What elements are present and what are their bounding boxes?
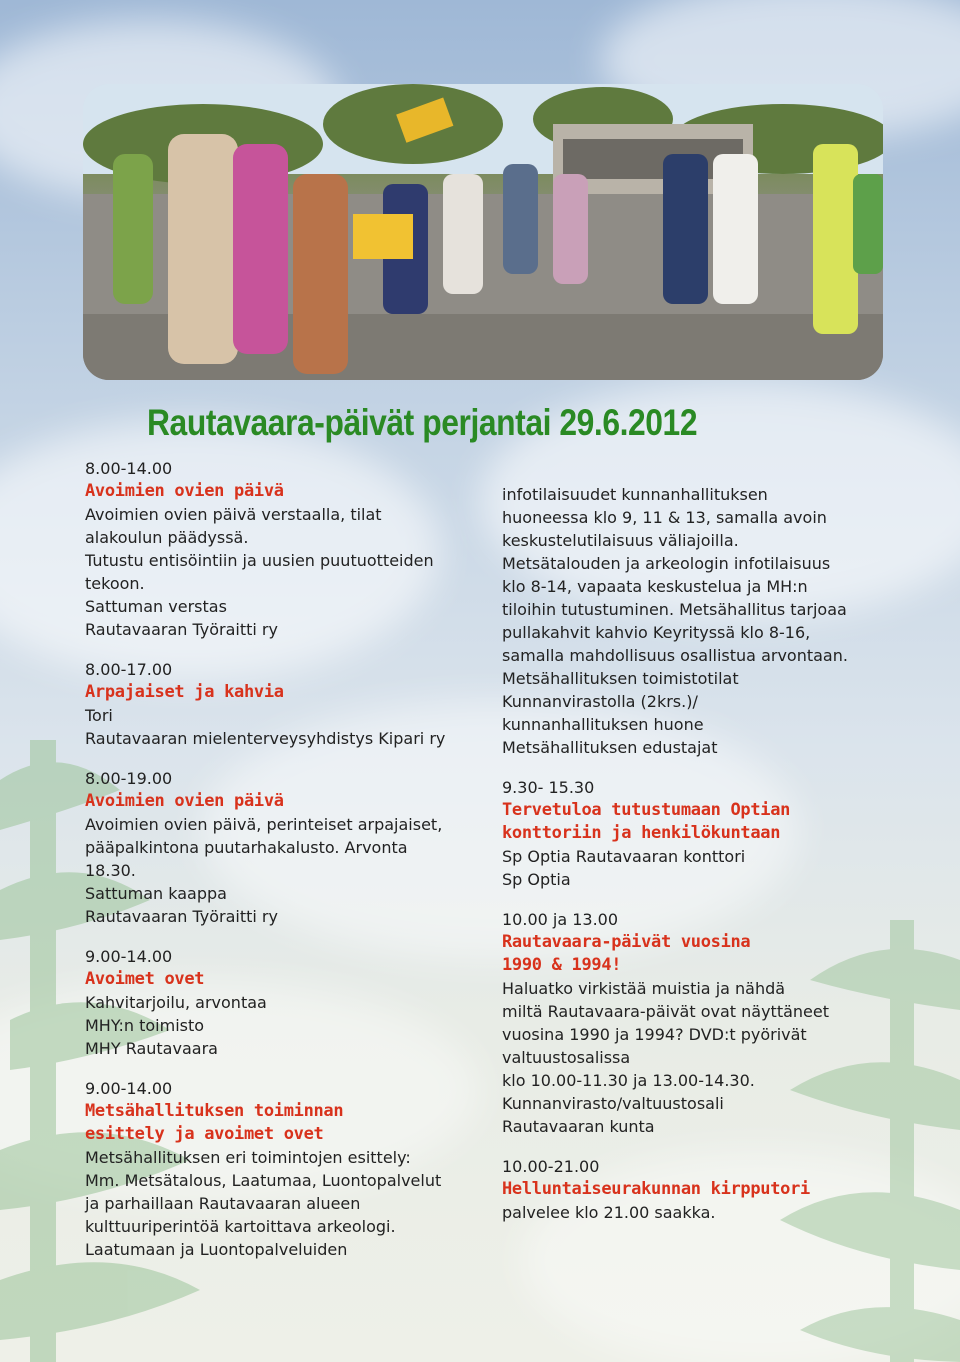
event-heading: Metsähallituksen toiminnan: [85, 1101, 344, 1121]
event-crowd-photo: [83, 84, 883, 380]
page-title: Rautavaara-päivät perjantai 29.6.2012: [147, 402, 698, 443]
event-detail: Haluatko virkistää muistia ja nähdä: [502, 979, 786, 998]
left-column: [85, 457, 480, 1278]
event-heading: esittely ja avoimet ovet: [85, 1124, 324, 1144]
event-heading: Avoimien ovien päivä: [85, 791, 284, 811]
event-detail: 18.30.: [85, 861, 136, 880]
event-detail: huoneessa klo 9, 11 & 13, samalla avoin: [502, 508, 827, 527]
event-heading: Tervetuloa tutustumaan Optian: [502, 800, 791, 820]
event-detail: Sattuman kaappa: [85, 884, 227, 903]
event-time: 10.00-21.00: [502, 1157, 600, 1176]
event-detail: Rautavaaran kunta: [502, 1117, 655, 1136]
event-heading: 1990 & 1994!: [502, 955, 622, 975]
event-detail: Sp Optia Rautavaaran konttori: [502, 847, 746, 866]
event-detail: Sp Optia: [502, 870, 571, 889]
event-detail: Laatumaan ja Luontopalveluiden: [85, 1240, 348, 1259]
event-block: [502, 1155, 922, 1224]
event-time: 8.00-19.00: [85, 769, 173, 788]
event-detail: Metsätalouden ja arkeologin infotilaisuus: [502, 554, 831, 573]
event-detail: Metsähallituksen edustajat: [502, 738, 718, 757]
event-detail: keskustelutilaisuus väliajoilla.: [502, 531, 739, 550]
event-block: [502, 483, 922, 759]
event-detail: tiloihin tutustuminen. Metsähallitus tarjoaa: [502, 600, 847, 619]
event-detail: Tori: [85, 706, 113, 725]
event-heading: Rautavaara-päivät vuosina: [502, 932, 751, 952]
event-block: [85, 1077, 480, 1261]
event-detail: Kunnanvirastolla (2krs.)/: [502, 692, 698, 711]
event-detail: valtuustosalissa: [502, 1048, 631, 1067]
event-heading: Avoimet ovet: [85, 969, 205, 989]
event-heading: Arpajaiset ja kahvia: [85, 682, 284, 702]
event-detail: tekoon.: [85, 574, 145, 593]
event-block: [85, 658, 480, 750]
event-detail: MHY:n toimisto: [85, 1016, 205, 1035]
event-detail: Metsähallituksen eri toimintojen esittely:: [85, 1148, 411, 1167]
event-detail: Sattuman verstas: [85, 597, 227, 616]
event-detail: Kahvitarjoilu, arvontaa: [85, 993, 267, 1012]
event-detail: Kunnanvirasto/valtuustosali: [502, 1094, 724, 1113]
event-detail: pullakahvit kahvio Keyrityssä klo 8-16,: [502, 623, 811, 642]
event-heading: konttoriin ja henkilökuntaan: [502, 823, 781, 843]
event-detail: Mm. Metsätalous, Laatumaa, Luontopalvelut: [85, 1171, 442, 1190]
event-detail: Avoimien ovien päivä, perinteiset arpajaiset,: [85, 815, 443, 834]
event-detail: klo 8-14, vapaata keskustelua ja MH:n: [502, 577, 808, 596]
event-detail: vuosina 1990 ja 1994? DVD:t pyörivät: [502, 1025, 807, 1044]
event-block: [85, 767, 480, 928]
event-heading: Avoimien ovien päivä: [85, 481, 284, 501]
event-detail: pääpalkintona puutarhakalusto. Arvonta: [85, 838, 408, 857]
event-time: 10.00 ja 13.00: [502, 910, 619, 929]
event-detail: alakoulun päädyssä.: [85, 528, 249, 547]
event-heading: Helluntaiseurakunnan kirpputori: [502, 1179, 810, 1199]
event-detail: kulttuuriperintöä kartoittava arkeologi.: [85, 1217, 396, 1236]
event-detail: Rautavaaran Työraitti ry: [85, 620, 278, 639]
event-time: 8.00-14.00: [85, 459, 173, 478]
event-detail: kunnanhallituksen huone: [502, 715, 704, 734]
event-detail: Rautavaaran Työraitti ry: [85, 907, 278, 926]
event-detail: palvelee klo 21.00 saakka.: [502, 1203, 716, 1222]
event-time: 9.00-14.00: [85, 1079, 173, 1098]
event-time: 9.00-14.00: [85, 947, 173, 966]
right-column: [502, 483, 922, 1241]
event-detail: infotilaisuudet kunnanhallituksen: [502, 485, 768, 504]
event-detail: samalla mahdollisuus osallistua arvontaan.: [502, 646, 848, 665]
event-time: 9.30- 15.30: [502, 778, 595, 797]
event-detail: miltä Rautavaara-päivät ovat näyttäneet: [502, 1002, 829, 1021]
event-detail: klo 10.00-11.30 ja 13.00-14.30.: [502, 1071, 755, 1090]
event-block: [502, 908, 922, 1138]
event-detail: Metsähallituksen toimistotilat: [502, 669, 739, 688]
event-block: [85, 945, 480, 1060]
event-time: 8.00-17.00: [85, 660, 173, 679]
event-block: [85, 457, 480, 641]
event-detail: Avoimien ovien päivä verstaalla, tilat: [85, 505, 382, 524]
event-detail: MHY Rautavaara: [85, 1039, 218, 1058]
event-detail: Rautavaaran mielenterveysyhdistys Kipari ry: [85, 729, 446, 748]
event-detail: ja parhaillaan Rautavaaran alueen: [85, 1194, 361, 1213]
event-block: [502, 776, 922, 891]
event-detail: Tutustu entisöintiin ja uusien puutuotteiden: [85, 551, 434, 570]
